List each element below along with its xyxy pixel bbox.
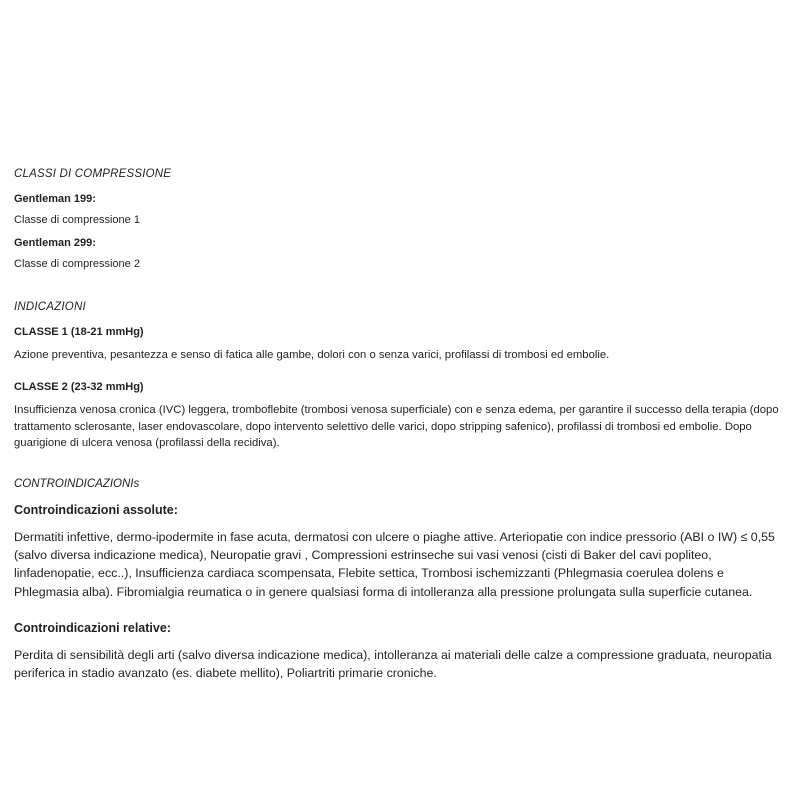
spacer bbox=[14, 281, 780, 301]
item-text-gentleman-199: Classe di compressione 1 bbox=[14, 214, 140, 226]
spacer bbox=[14, 369, 780, 381]
section-controindicazioni bbox=[14, 478, 780, 683]
item-label-controindicazioni-assolute: Controindicazioni assolute: bbox=[14, 502, 178, 517]
spacer bbox=[14, 452, 780, 478]
item-text-controindicazioni-relative: Perdita di sensibilità degli arti (salvo diversa indicazione medica), intolleranza ai materiali delle calze a compressione graduata, neuropatia periferica in stadio avanzato (es. diabete mellito), Poliartriti primarie croniche. bbox=[14, 647, 772, 681]
item-label-gentleman-299: Gentleman 299: bbox=[14, 237, 96, 249]
item-label-classe-2: CLASSE 2 (23-32 mmHg) bbox=[14, 381, 144, 394]
section-classi-di-compressione bbox=[14, 168, 780, 270]
section-heading: CONTROINDICAZIONIs bbox=[14, 477, 140, 490]
section-indicazioni bbox=[14, 301, 780, 452]
item-label-controindicazioni-relative: Controindicazioni relative: bbox=[14, 620, 171, 635]
item-label-gentleman-199: Gentleman 199: bbox=[14, 193, 96, 205]
item-label-classe-1: CLASSE 1 (18-21 mmHg) bbox=[14, 326, 144, 338]
spacer bbox=[14, 601, 780, 621]
section-heading: CLASSI DI COMPRESSIONE bbox=[14, 168, 172, 180]
item-text-classe-1: Azione preventiva, pesantezza e senso di fatica alle gambe, dolori con o senza varici, profilassi di trombosi ed embolie. bbox=[14, 349, 610, 361]
item-text-gentleman-299: Classe di compressione 2 bbox=[14, 258, 140, 270]
item-text-controindicazioni-assolute: Dermatiti infettive, dermo-ipodermite in fase acuta, dermatosi con ulcere o piaghe attive. Arteriopatie con indice pressorio (ABI o IW) ≤ 0,55 (salvo diversa indicazione medica), Neuropatie gravi , Compressioni estrinseche sui vasi venosi (cisti di Baker del cavi popliteo, linfadenopatie, ecc..), Insufficienza cardiaca scompensata, Flebite settica, Trombosi ischemizzanti (Phlegmasia coerulea dolens e Phlegmasia alba). Fibromialgia reumatica o in genere qualsiasi forma di intolleranza alla pressione prolungata sulla superficie cutanea. bbox=[14, 529, 775, 599]
section-heading: INDICAZIONI bbox=[14, 301, 86, 313]
item-text-classe-2: Insufficienza venosa cronica (IVC) leggera, tromboflebite (trombosi venosa superficiale) con e senza edema, per garantire il successo della terapia (dopo trattamento sclerosante, laser endovascolare, dopo intervento selettivo delle varici, dopo stripping safenico), profilassi di trombosi ed embolie. Dopo guarigione di ulcera venosa (profilassi della recidiva). bbox=[14, 404, 779, 450]
